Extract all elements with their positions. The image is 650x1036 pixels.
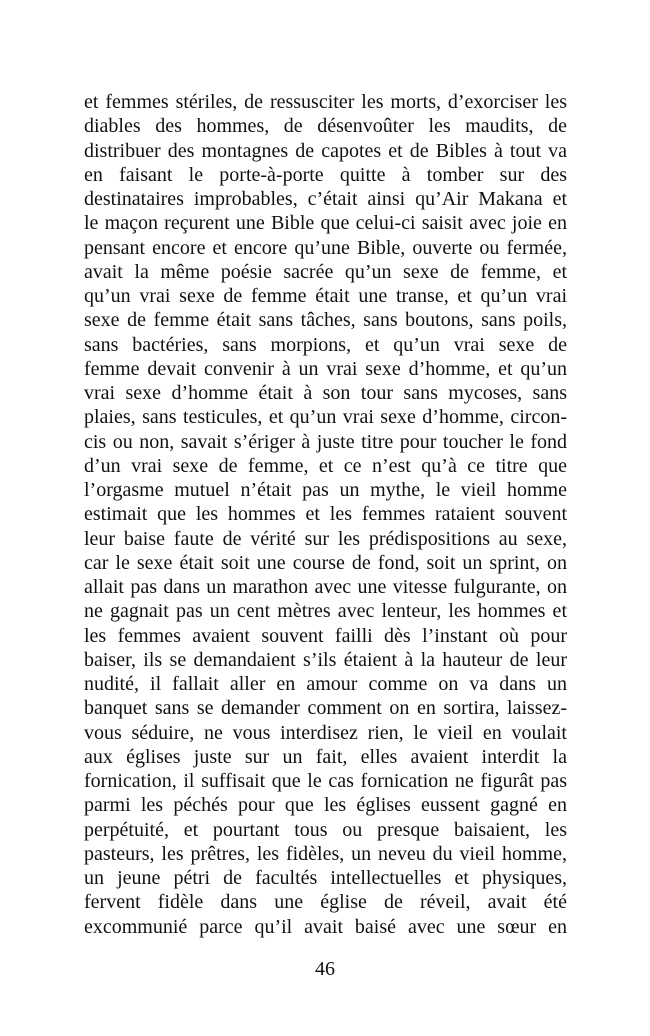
text-line: estimait que les hommes et les femmes rataient souvent <box>84 503 567 526</box>
text-line: l’orgasme mutuel n’était pas un mythe, le vieil homme <box>84 479 567 501</box>
text-line: sexe de femme était sans tâches, sans boutons, sans poils, <box>84 309 567 332</box>
page-number: 46 <box>315 958 335 980</box>
text-line: le maçon reçurent une Bible que celui-ci saisit avec joie en <box>84 212 567 235</box>
text-line: perpétuité, et pourtant tous ou presque baisaient, les <box>84 818 567 841</box>
text-line: en faisant le porte-à-porte quitte à tomber sur des <box>84 163 567 186</box>
text-line: femme devait convenir à un vrai sexe d’homme, et qu’un <box>84 357 567 380</box>
text-line: ne gagnait pas un cent mètres avec lenteur, les hommes et <box>84 600 567 623</box>
text-line: aux églises juste sur un fait, elles avaient interdit la <box>84 745 567 768</box>
text-line: leur baise faute de vérité sur les prédispositions au sexe, <box>84 527 567 550</box>
text-line: sans bactéries, sans morpions, et qu’un vrai sexe de <box>84 333 567 356</box>
text-line: destinataires improbables, c’était ainsi qu’Air Makana et <box>84 188 567 210</box>
text-line: diables des hommes, de désenvoûter les maudits, de <box>84 115 567 138</box>
text-line: banquet sans se demander comment on en sortira, laissez- <box>84 697 567 720</box>
text-line: parmi les péchés pour que les églises eussent gagné en <box>84 794 567 817</box>
text-line: baiser, ils se demandaient s’ils étaient à la hauteur de leur <box>84 648 567 671</box>
text-line: nudité, il fallait aller en amour comme on va dans un <box>84 673 567 695</box>
text-line: distribuer des montagnes de capotes et de Bibles à tout va <box>84 139 567 162</box>
text-line: fornication, il suffisait que le cas fornication ne figurât pas <box>84 770 567 792</box>
text-line: car le sexe était soit une course de fond, soit un sprint, on <box>84 551 567 574</box>
text-line: vous séduire, ne vous interdisez rien, le vieil en voulait <box>84 721 567 744</box>
text-line: avait la même poésie sacrée qu’un sexe de femme, et <box>84 260 567 283</box>
text-line: allait pas dans un marathon avec une vitesse fulgurante, on <box>84 576 567 598</box>
text-line: fervent fidèle dans une église de réveil, avait été <box>84 891 567 914</box>
text-line: cis ou non, savait s’ériger à juste titre pour toucher le fond <box>84 430 567 453</box>
text-line: pasteurs, les prêtres, les fidèles, un neveu du vieil homme, <box>84 842 567 865</box>
text-line: un jeune pétri de facultés intellectuelles et physiques, <box>84 867 567 889</box>
text-line: excommunié parce qu’il avait baisé avec une sœur en <box>84 915 567 938</box>
text-line: vrai sexe d’homme était à son tour sans mycoses, sans <box>84 382 567 404</box>
body-text <box>84 90 567 939</box>
text-line: les femmes avaient souvent failli dès l’instant où pour <box>84 624 567 647</box>
text-line: plaies, sans testicules, et qu’un vrai sexe d’homme, circon- <box>84 406 567 429</box>
text-line: qu’un vrai sexe de femme était une transe, et qu’un vrai <box>84 285 567 307</box>
text-line: d’un vrai sexe de femme, et ce n’est qu’à ce titre que <box>84 454 567 477</box>
text-line: pensant encore et encore qu’une Bible, ouverte ou fermée, <box>84 236 567 259</box>
text-line: et femmes stériles, de ressusciter les morts, d’exorciser les <box>84 91 567 113</box>
